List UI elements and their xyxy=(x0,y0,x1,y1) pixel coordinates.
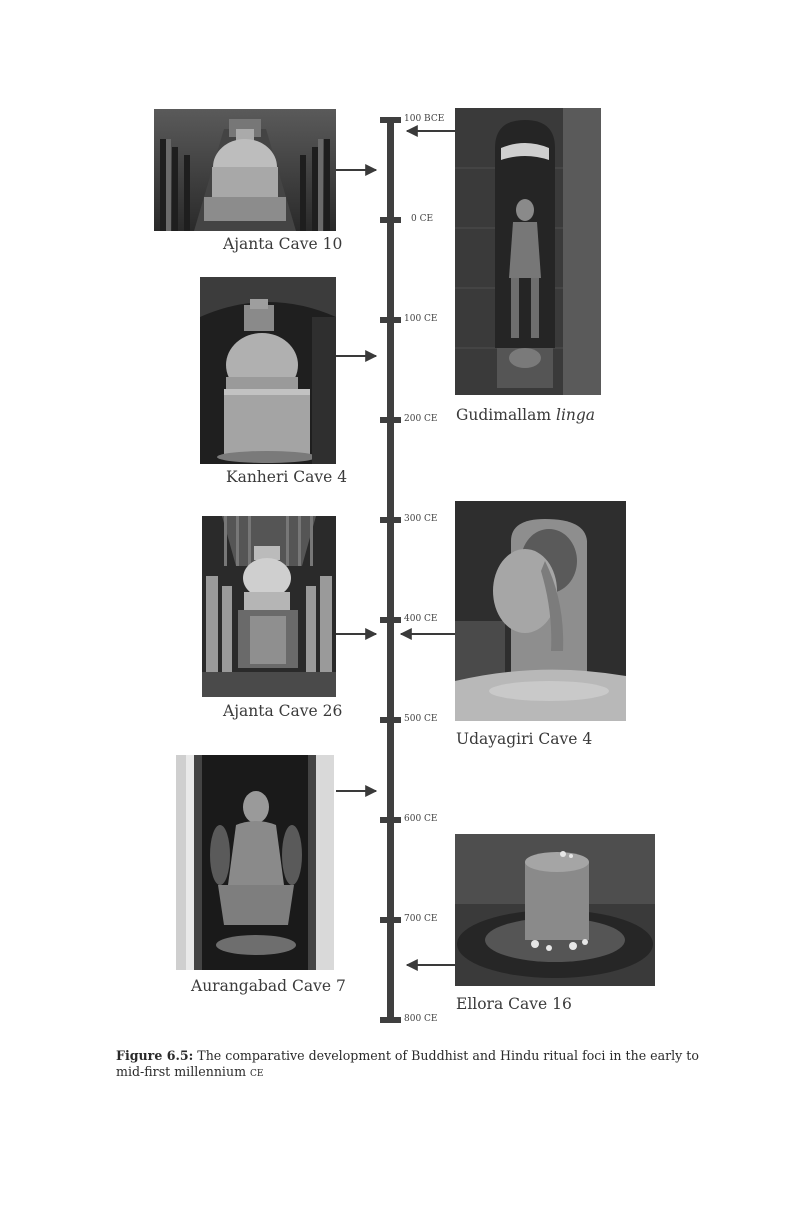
figure-caption-label: Figure 6.5: xyxy=(116,1048,194,1063)
photo-udayagiri-cave-4 xyxy=(455,501,626,721)
photo-ajanta-cave-26 xyxy=(202,516,336,697)
timeline-tick xyxy=(380,917,401,923)
timeline-tick-label: 100 CE xyxy=(404,314,438,324)
timeline-tick-label: 100 BCE xyxy=(404,114,445,124)
timeline-tick-label: 0 CE xyxy=(411,214,434,224)
timeline-tick xyxy=(380,717,401,723)
photo-ajanta-cave-10 xyxy=(154,109,336,231)
label-aurangabad-cave-7: Aurangabad Cave 7 xyxy=(191,977,346,995)
timeline-tick-label: 200 CE xyxy=(404,414,438,424)
photo-aurangabad-cave-7 xyxy=(176,755,334,970)
photo-ellora-cave-16 xyxy=(455,834,655,986)
label-ajanta-cave-26: Ajanta Cave 26 xyxy=(223,702,343,720)
timeline-tick xyxy=(380,617,401,623)
timeline-tick-label: 600 CE xyxy=(404,814,438,824)
timeline-tick xyxy=(380,417,401,423)
label-ellora-cave-16: Ellora Cave 16 xyxy=(456,995,572,1013)
timeline-tick-label: 700 CE xyxy=(404,914,438,924)
figure-caption-era: ce xyxy=(250,1064,264,1079)
timeline-tick xyxy=(380,1017,401,1023)
timeline-tick-label: 300 CE xyxy=(404,514,438,524)
label-gudimallam-linga xyxy=(456,406,595,424)
timeline-tick xyxy=(380,517,401,523)
timeline-tick xyxy=(380,217,401,223)
label-ajanta-cave-10: Ajanta Cave 10 xyxy=(223,235,343,253)
timeline-tick xyxy=(380,117,401,123)
photo-gudimallam-linga xyxy=(455,108,601,395)
figure-caption xyxy=(116,1048,716,1080)
label-kanheri-cave-4: Kanheri Cave 4 xyxy=(226,468,348,486)
timeline-axis xyxy=(387,118,394,1022)
label-gudimallam-main: Gudimallam xyxy=(456,406,552,424)
photo-kanheri-cave-4 xyxy=(200,277,336,464)
timeline-tick xyxy=(380,317,401,323)
label-gudimallam-italic: linga xyxy=(555,406,596,424)
figure-caption-text: The comparative development of Buddhist and Hindu ritual foci in the early to mid-first millennium xyxy=(116,1048,699,1079)
timeline-tick-label: 400 CE xyxy=(404,614,438,624)
label-udayagiri-cave-4: Udayagiri Cave 4 xyxy=(456,730,593,748)
timeline-tick xyxy=(380,817,401,823)
timeline-tick-label: 800 CE xyxy=(404,1014,438,1024)
timeline-tick-label: 500 CE xyxy=(404,714,438,724)
